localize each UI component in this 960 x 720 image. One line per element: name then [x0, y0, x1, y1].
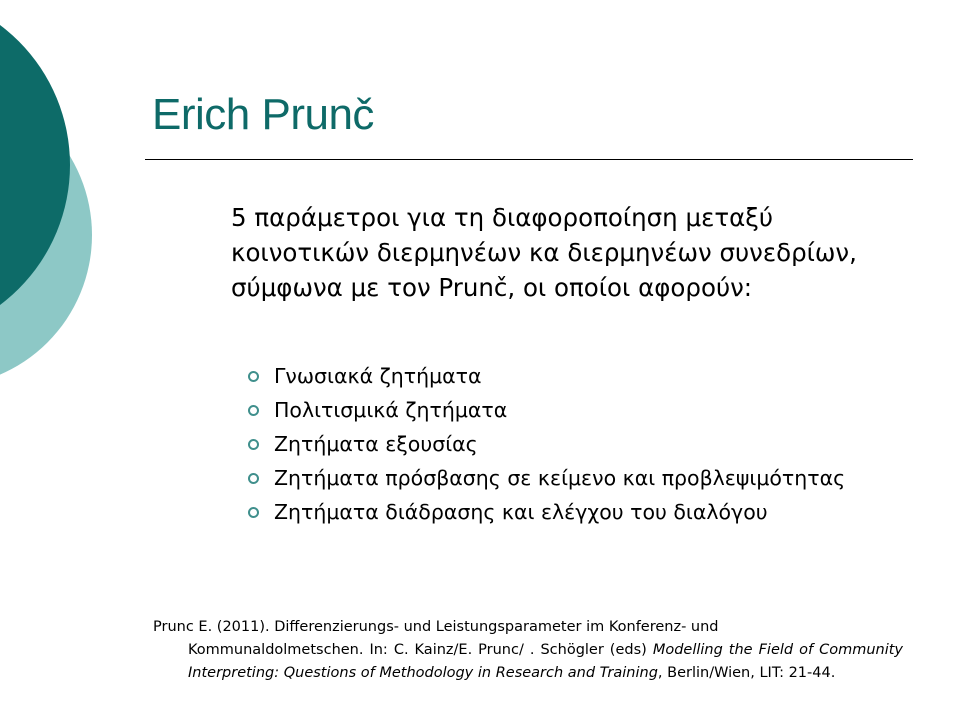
- list-item: [247, 497, 887, 527]
- title-divider: [145, 159, 913, 160]
- bullet-list: [247, 361, 887, 531]
- intro-paragraph: 5 παράμετροι για τη διαφοροποίηση μεταξύ κοινοτικών διερμηνέων κα διερμηνέων συνεδρίων, σύμφωνα με τον Prunč, οι οποίοι αφορούν:: [231, 203, 857, 302]
- list-item-text: Γνωσιακά ζητήματα: [274, 364, 482, 388]
- list-item-text: Ζητήματα πρόσβασης σε κείμενο και προβλεψιμότητας: [274, 466, 846, 490]
- slide-title: Erich Prunč: [152, 90, 374, 139]
- list-item: [247, 429, 887, 459]
- ring-bullet-icon: [248, 507, 259, 518]
- list-item: [247, 395, 887, 425]
- list-item: [247, 463, 887, 493]
- ring-bullet-icon: [248, 371, 259, 382]
- citation-part-1: Kommunaldolmetschen. In: C. Kainz/E. Prunc/ . Schögler (eds): [188, 642, 653, 658]
- citation-continuation: [153, 639, 903, 685]
- list-item-text: Ζητήματα διάδρασης και ελέγχου του διαλόγου: [274, 500, 768, 524]
- list-item-text: Πολιτισμικά ζητήματα: [274, 398, 508, 422]
- citation-part-2: , Berlin/Wien, LIT: 21-44.: [657, 665, 836, 681]
- list-item: [247, 361, 887, 391]
- citation-first-line: Prunc E. (2011). Differenzierungs- und Leistungsparameter im Konferenz- und: [153, 619, 719, 635]
- ring-bullet-icon: [248, 439, 259, 450]
- list-item-text: Ζητήματα εξουσίας: [274, 432, 478, 456]
- ring-bullet-icon: [248, 473, 259, 484]
- ring-bullet-icon: [248, 405, 259, 416]
- citation-book-title: Modelling the Field of Community Interpreting: Questions of Methodology in Research and Training: [188, 642, 904, 681]
- citation-reference: [153, 616, 903, 685]
